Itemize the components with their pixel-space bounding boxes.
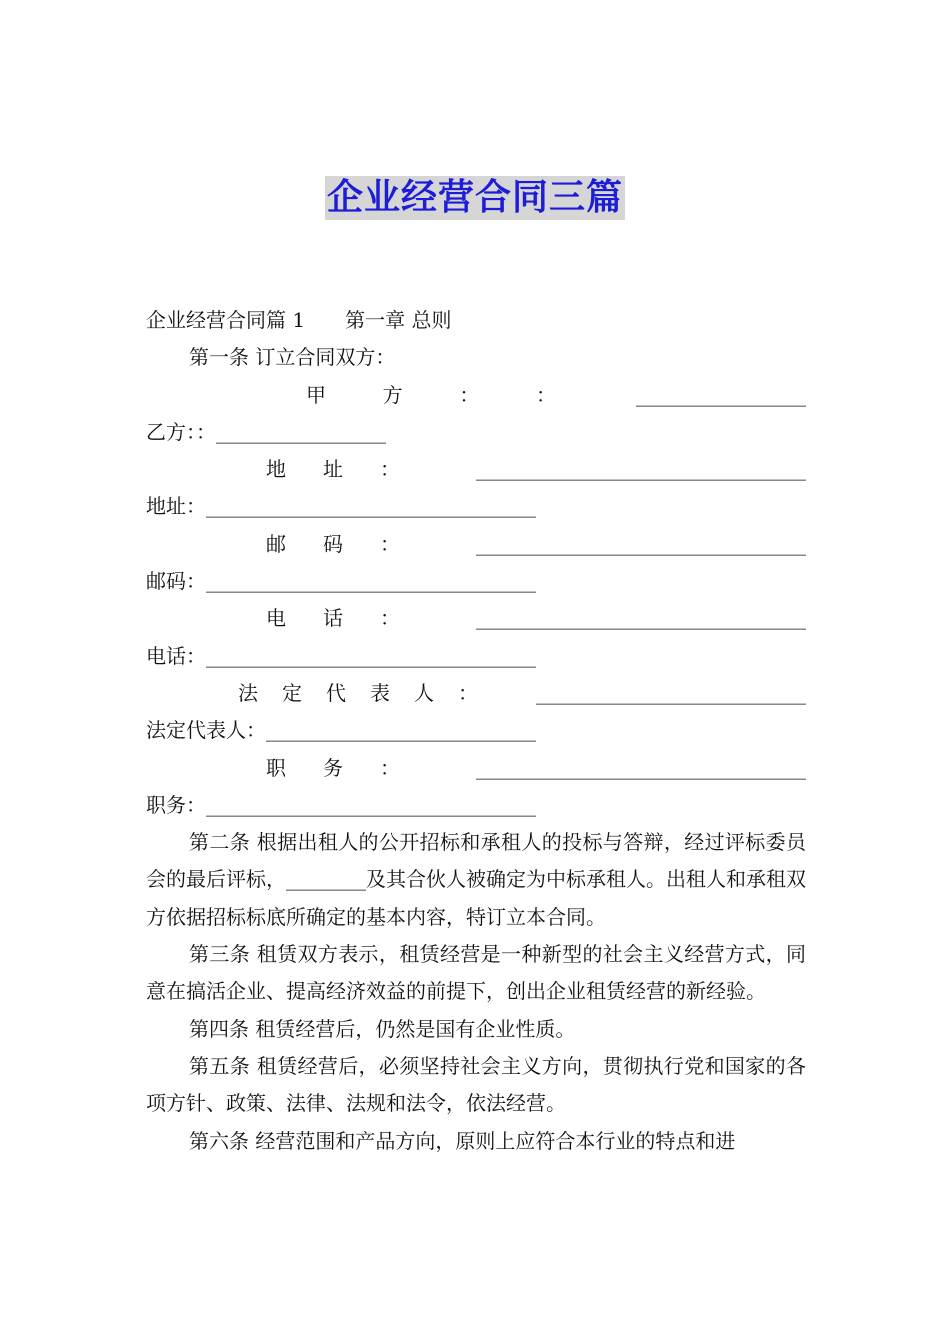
article-3: 第三条 租赁双方表示，租赁经营是一种新型的社会主义经营方式，同意在搞活企业、提高经济效益的前提下，创出企业租赁经营的新经验。 — [146, 942, 806, 1004]
position-a-line — [146, 750, 806, 787]
contract-label: 企业经营合同篇 1 — [146, 308, 306, 332]
article-2: 第二条 根据出租人的公开招标和承租人的投标与答辩，经过评标委员会的最后评标，________及其合伙人被确定为中标承租人。出租人和承租双方依据招标标底所确定的基本内容，特订立本合同。 — [146, 830, 806, 929]
postcode-a-label: 邮 码 ： — [266, 531, 400, 556]
address-b-line: 地址：_________________________________ — [146, 494, 536, 519]
position-b-line: 职务：_________________________________ — [146, 792, 536, 817]
article-5: 第五条 租赁经营后，必须坚持社会主义方向，贯彻执行党和国家的各项方针、政策、法律、法规和法令，依法经营。 — [146, 1053, 806, 1116]
document-title: 企业经营合同三篇 — [326, 177, 623, 218]
postcode-a-line — [146, 526, 806, 563]
document-title-wrap — [0, 176, 950, 220]
position-a-blank: _________________________________ — [476, 755, 806, 780]
party-a-line — [146, 377, 806, 414]
postcode-a-blank: _________________________________ — [476, 531, 806, 556]
article-6: 第六条 经营范围和产品方向，原则上应符合本行业的特点和进 — [189, 1128, 736, 1153]
position-a-label: 职 务 ： — [266, 755, 400, 780]
phone-a-label: 电 话 ： — [266, 606, 400, 631]
legal-rep-b-line: 法定代表人：___________________________ — [146, 718, 536, 743]
party-b-blank: _________________ — [216, 419, 386, 444]
legal-rep-a-blank: ___________________________ — [536, 680, 806, 705]
article-1: 第一条 订立合同双方： — [189, 345, 396, 370]
phone-b-line: 电话：_________________________________ — [146, 643, 536, 668]
article-4: 第四条 租赁经营后，仍然是国有企业性质。 — [189, 1016, 576, 1041]
address-a-label: 地 址 ： — [266, 457, 400, 482]
address-a-blank: _________________________________ — [476, 457, 806, 482]
phone-a-blank: _________________________________ — [476, 606, 806, 631]
contract-heading — [146, 302, 806, 339]
document-body — [146, 302, 806, 1160]
phone-a-line — [146, 600, 806, 637]
legal-rep-a-label: 法 定 代 表 人 ： — [238, 680, 478, 705]
chapter-label: 第一章 总则 — [345, 308, 452, 332]
postcode-b-line: 邮码：_________________________________ — [146, 569, 536, 594]
party-a-label: 甲 方 ： ： — [306, 382, 556, 407]
legal-rep-a-line — [146, 675, 806, 712]
party-a-blank: _________________ — [636, 382, 806, 407]
party-b-line — [146, 414, 806, 451]
address-a-line — [146, 451, 806, 488]
party-b-label: 乙方：： — [146, 419, 216, 444]
